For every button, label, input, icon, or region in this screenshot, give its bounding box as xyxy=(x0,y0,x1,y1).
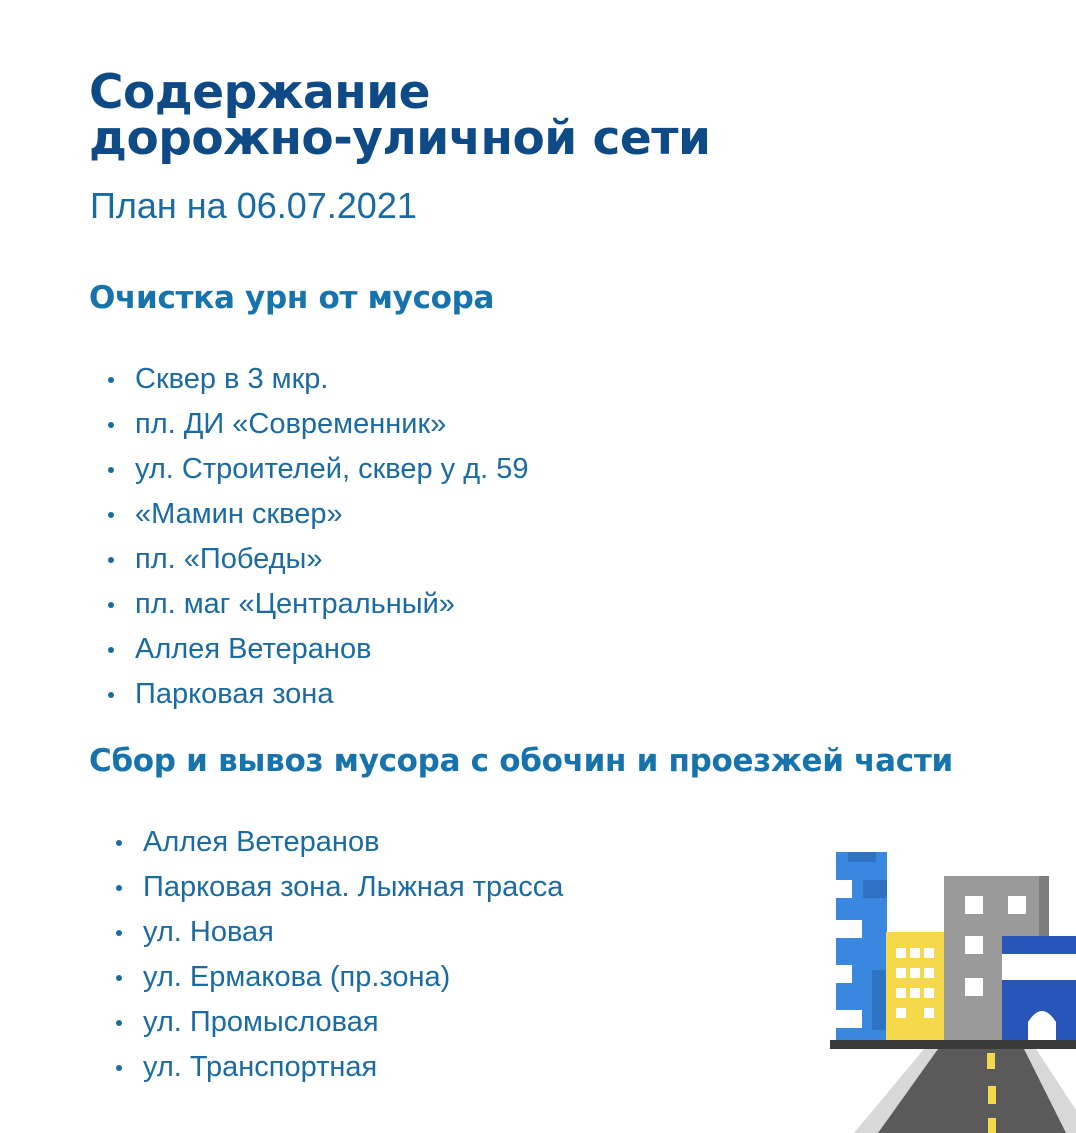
section-heading-roadside-cleanup: Сбор и вывоз мусора с обочин и проезжей части xyxy=(89,743,953,779)
page-title xyxy=(89,65,711,166)
bullet-icon xyxy=(108,602,114,608)
bullet-icon xyxy=(116,840,122,846)
bullet-icon xyxy=(108,467,114,473)
section-heading-bin-cleaning: Очистка урн от мусора xyxy=(89,280,495,316)
bullet-icon xyxy=(108,647,114,653)
bullet-icon xyxy=(108,377,114,383)
bullet-icon xyxy=(108,692,114,698)
bullet-icon xyxy=(108,422,114,428)
bullet-icon xyxy=(108,512,114,518)
list-item: Аллея Ветеранов xyxy=(108,627,529,672)
list-item: Парковая зона. Лыжная трасса xyxy=(116,865,563,910)
page-title-line-2: дорожно-уличной сети xyxy=(89,111,711,166)
list-item: Аллея Ветеранов xyxy=(116,820,563,865)
list-item: пл. «Победы» xyxy=(108,537,529,582)
city-road-icon xyxy=(830,850,1076,1133)
roadside-cleanup-list xyxy=(116,820,563,1090)
list-item: пл. маг «Центральный» xyxy=(108,582,529,627)
list-item: ул. Строителей, сквер у д. 59 xyxy=(108,447,529,492)
list-item: «Мамин сквер» xyxy=(108,492,529,537)
bullet-icon xyxy=(116,1065,122,1071)
list-item: ул. Новая xyxy=(116,910,563,955)
bullet-icon xyxy=(108,557,114,563)
page-title-line-1: Содержание xyxy=(89,65,431,120)
bullet-icon xyxy=(116,1020,122,1026)
bullet-icon xyxy=(116,930,122,936)
bullet-icon xyxy=(116,885,122,891)
list-item: ул. Промысловая xyxy=(116,1000,563,1045)
plan-date: План на 06.07.2021 xyxy=(90,185,417,226)
list-item: ул. Транспортная xyxy=(116,1045,563,1090)
list-item: Парковая зона xyxy=(108,672,529,717)
bin-cleaning-list xyxy=(108,357,529,717)
list-item: пл. ДИ «Современник» xyxy=(108,402,529,447)
bullet-icon xyxy=(116,975,122,981)
list-item: Сквер в 3 мкр. xyxy=(108,357,529,402)
list-item: ул. Ермакова (пр.зона) xyxy=(116,955,563,1000)
